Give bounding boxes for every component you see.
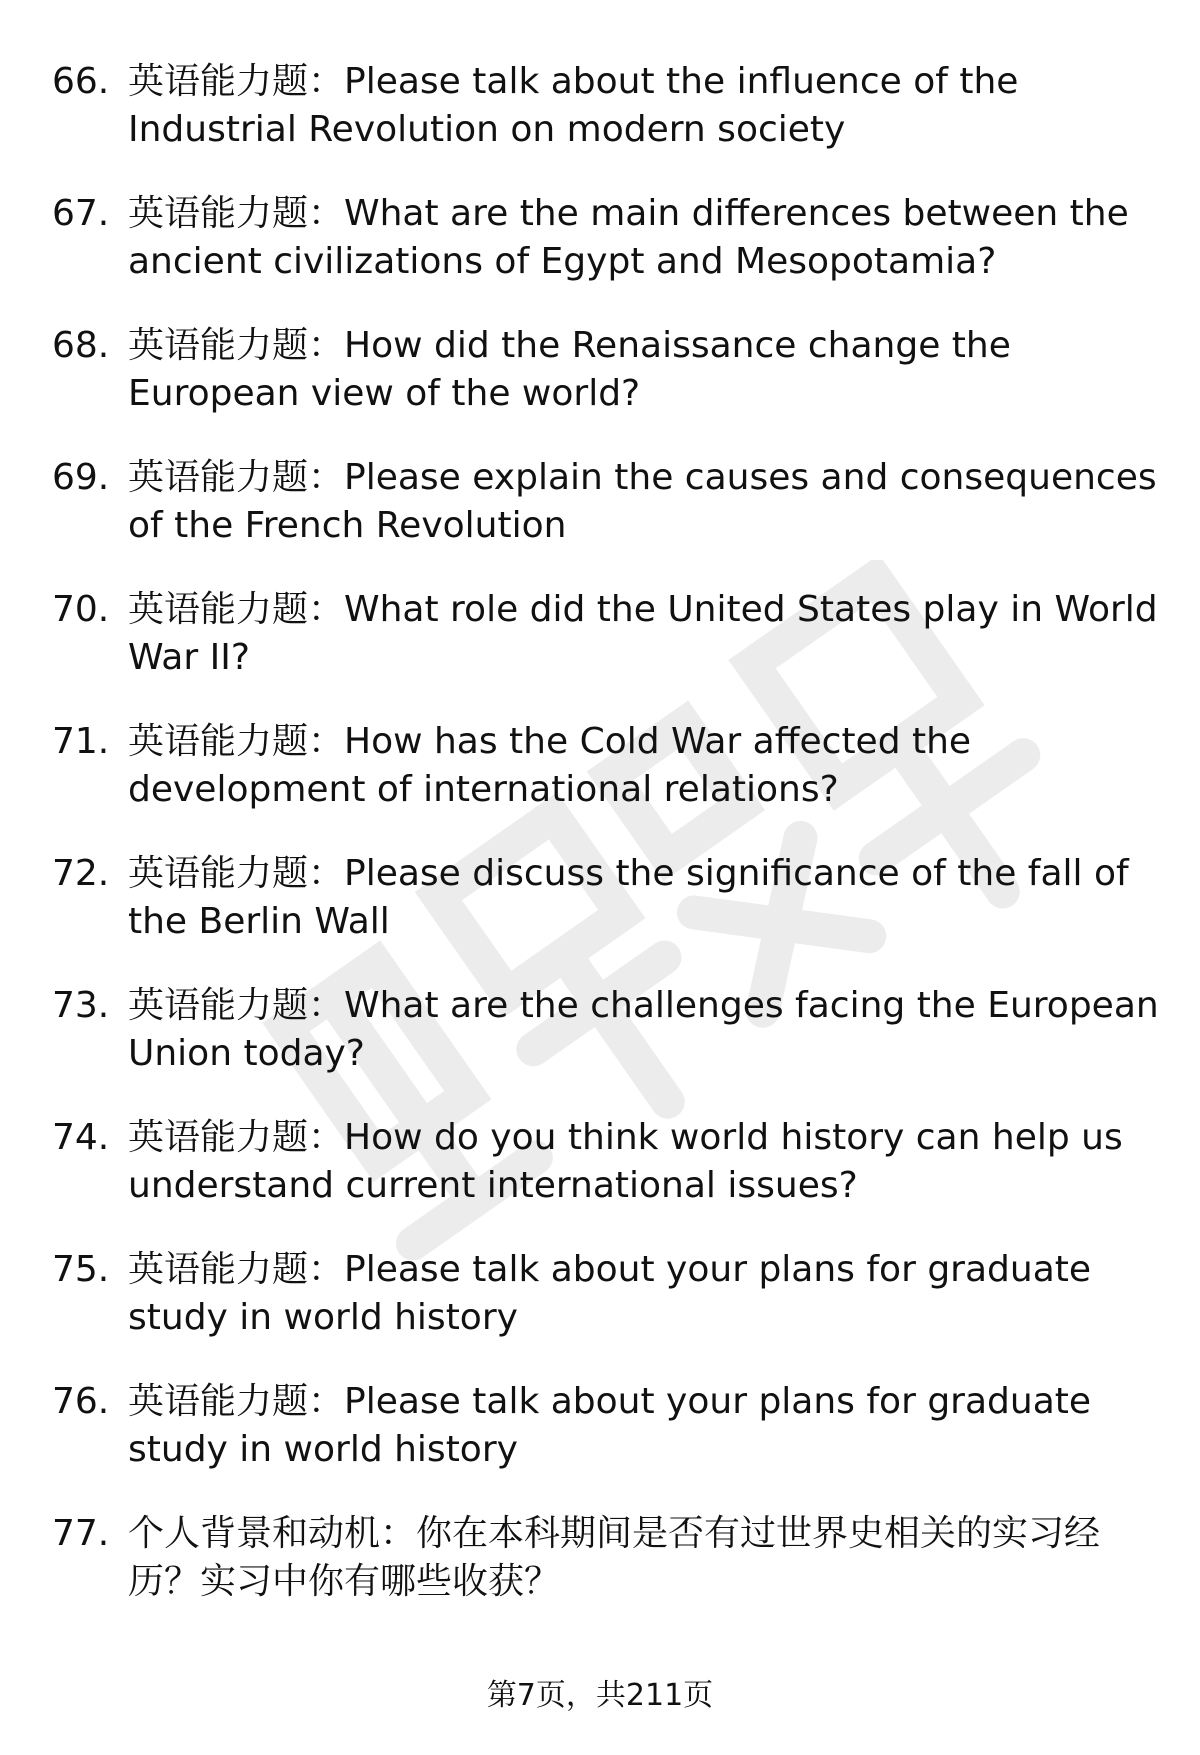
question-text: 英语能力题：Please discuss the significance of the fall of the Berlin Wall: [128, 853, 1129, 942]
page-indicator: 第7页，共211页: [486, 1678, 714, 1713]
question-number: 76.: [52, 1381, 110, 1422]
question-number: 74.: [52, 1117, 110, 1158]
question-text: 英语能力题：How has the Cold War affected the development of international relations?: [128, 721, 972, 810]
question-number: 66.: [52, 61, 110, 102]
question-number: 68.: [52, 325, 110, 366]
question-text: 英语能力题：Please talk about your plans for graduate study in world history: [128, 1381, 1092, 1470]
question-item: [52, 322, 1162, 418]
question-text: 英语能力题：What are the challenges facing the European Union today?: [128, 985, 1159, 1074]
question-item: [52, 586, 1162, 682]
question-item: [52, 718, 1162, 814]
question-item: [52, 1246, 1162, 1342]
question-number: 75.: [52, 1249, 110, 1290]
question-item: [52, 454, 1162, 550]
question-list: [52, 58, 1162, 1642]
question-text: 英语能力题：What are the main differences between the ancient civilizations of Egypt and Mesopotamia?: [128, 193, 1129, 282]
question-text: 英语能力题：Please talk about your plans for graduate study in world history: [128, 1249, 1092, 1338]
question-item: [52, 982, 1162, 1078]
question-text: 英语能力题：Please explain the causes and consequences of the French Revolution: [128, 457, 1157, 546]
question-number: 73.: [52, 985, 110, 1026]
question-text: 个人背景和动机：你在本科期间是否有过世界史相关的实习经历？实习中你有哪些收获？: [128, 1513, 1101, 1602]
question-text: 英语能力题：How did the Renaissance change the European view of the world?: [128, 325, 1011, 414]
question-number: 70.: [52, 589, 110, 630]
question-item: [52, 58, 1162, 154]
question-number: 69.: [52, 457, 110, 498]
question-text: 英语能力题：Please talk about the influence of the Industrial Revolution on modern society: [128, 61, 1019, 150]
question-number: 71.: [52, 721, 110, 762]
question-item: [52, 190, 1162, 286]
question-text: 英语能力题：What role did the United States play in World War II?: [128, 589, 1158, 678]
question-number: 77.: [52, 1513, 110, 1554]
question-number: 72.: [52, 853, 110, 894]
question-item: [52, 1114, 1162, 1210]
question-item: [52, 850, 1162, 946]
question-item: [52, 1510, 1162, 1606]
question-number: 67.: [52, 193, 110, 234]
question-item: [52, 1378, 1162, 1474]
question-text: 英语能力题：How do you think world history can help us understand current international issues?: [128, 1117, 1123, 1206]
